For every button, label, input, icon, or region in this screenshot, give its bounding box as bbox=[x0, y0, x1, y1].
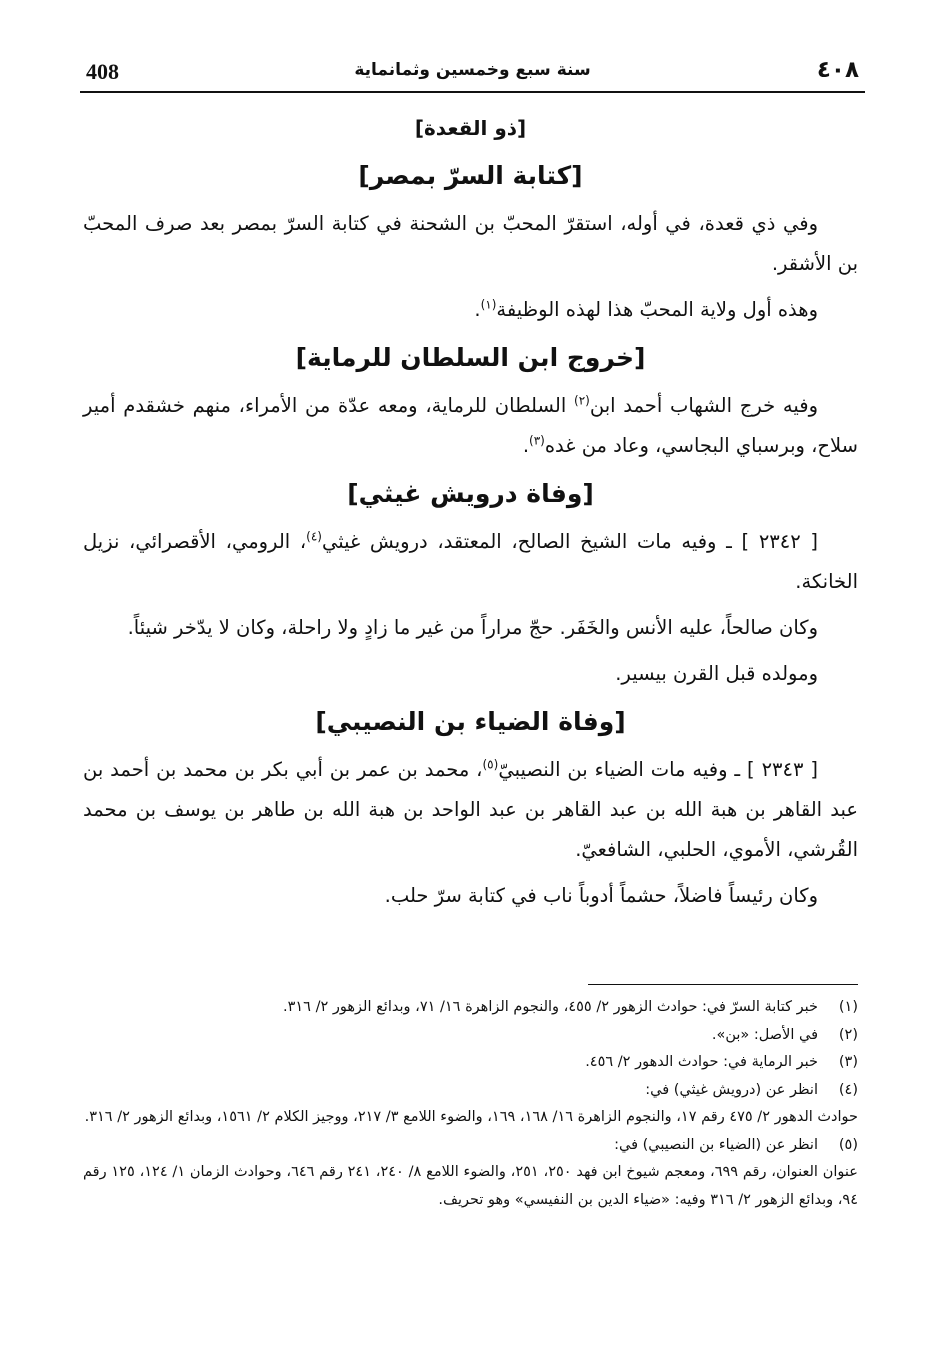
footnote-ref: (٢) bbox=[574, 393, 590, 408]
paragraph: وفيه خرج الشهاب أحمد ابن$^{(٢)}$ السلطان للرماية، ومعه عدّة من الأمراء، منهم خشقدم أمير سلاح، وبرسباي البجاسي، وعاد من غده$^{(٣)}$. bbox=[83, 393, 858, 457]
paragraph: [ ٢٣٤٢ ] ـ وفيه مات الشيخ الصالح، المعتقد، درويش غيثي$^{(٤)}$، الرومي، الأقصرائي، نزيل الخانكة. bbox=[83, 529, 858, 593]
footnote-number: (٢) bbox=[838, 1026, 858, 1043]
running-title: سنة سبع وخمسين وثمانماية bbox=[354, 60, 591, 80]
section-heading: [كتابة السرّ بمصر] bbox=[358, 161, 583, 190]
footnote-ref: (٣) bbox=[529, 433, 545, 448]
footnote-number: (٣) bbox=[838, 1054, 858, 1070]
section-heading: [وفاة الضياء بن النصيبي] bbox=[315, 707, 626, 736]
section-heading: [وفاة درويش غيثي] bbox=[347, 479, 594, 508]
paragraph: [ ٢٣٤٣ ] ـ وفيه مات الضياء بن النصيبيّ$^{(٥)}$، محمد بن عمر بن أبي بكر بن محمد بن أحمد بن عبد القاهر بن هبة الله بن عبد القاهر بن عبد الواحد بن هبة الله بن طاهر بن يوسف بن محمد القُرشي، الأموي، الحلبي، الشافعيّ. bbox=[83, 757, 858, 861]
footnote-continuation: عنوان العنوان، رقم ٦٩٩، ومعجم شيوخ ابن فهد ٢٥٠، ٢٥١، والضوء اللامع ٨/ ٢٤٠، ٢٤١ رقم ٦٤٦، وحوادث الزمان ١/ ١٢٤، ١٢٥ رقم ٩٤، وبدائع الزهور ٢/ ٣١٦ وفيه: «ضياء الدين بن النفيسي» وهو تحريف. bbox=[83, 1164, 858, 1208]
paragraph: وهذه أول ولاية المحبّ هذا لهذه الوظيفة$^{(١)}$. bbox=[474, 297, 818, 321]
page-number-arabic: ٤٠٨ bbox=[816, 57, 859, 83]
paragraph: وكان رئيساً فاضلاً، حشماً أدوباً ناب في كتابة سرّ حلب. bbox=[384, 884, 818, 907]
footnote-number: (٤) bbox=[838, 1081, 858, 1098]
footnote bbox=[83, 1132, 858, 1160]
footnote-text: انظر عن (درويش غيثي) في: bbox=[645, 1081, 818, 1098]
footnote bbox=[83, 1022, 858, 1050]
footnote-ref: (١) bbox=[480, 297, 497, 312]
footnote-number: (٥) bbox=[838, 1136, 858, 1153]
page-header bbox=[80, 55, 865, 93]
footnotes bbox=[83, 994, 858, 1214]
paragraph: ومولده قبل القرن بيسير. bbox=[615, 662, 818, 685]
footnote bbox=[83, 1049, 858, 1077]
footnote bbox=[83, 994, 858, 1022]
paragraph: وفي ذي قعدة، في أوله، استقرّ المحبّ بن الشحنة في كتابة السرّ بمصر بعد صرف المحبّ بن الأشقر. bbox=[83, 212, 858, 275]
footnote-text: خبر الرماية في: حوادث الدهور ٢/ ٤٥٦. bbox=[585, 1054, 818, 1070]
section-heading: [خروج ابن السلطان للرماية] bbox=[295, 343, 646, 372]
month-heading: [ذو القعدة] bbox=[414, 116, 527, 140]
paragraph: وكان صالحاً، عليه الأنس والخَفَر. حجّ مراراً من غير ما زادٍ ولا راحلة، وكان لا يدّخر شيئاً. bbox=[127, 616, 818, 639]
footnote-text: في الأصل: «بن». bbox=[711, 1026, 818, 1043]
page-number-latin: 408 bbox=[86, 59, 119, 84]
footnote-ref: (٤) bbox=[306, 529, 322, 544]
footnote bbox=[83, 1077, 858, 1105]
footnote-number: (١) bbox=[838, 999, 858, 1015]
footnote-text: انظر عن (الضياء بن النصيبي) في: bbox=[614, 1136, 818, 1153]
footnote-divider bbox=[588, 984, 858, 985]
footnote-continuation: حوادث الدهور ٢/ ٤٧٥ رقم ١٧، والنجوم الزاهرة ١٦/ ١٦٨، ١٦٩، والضوء اللامع ٣/ ٢١٧، ووجيز الكلام ٢/ ١٥٦١، وبدائع الزهور ٢/ ٣١٦. bbox=[84, 1109, 858, 1125]
footnote-ref: (٥) bbox=[482, 757, 499, 772]
footnote-text: خبر كتابة السرّ في: حوادث الزهور ٢/ ٤٥٥، والنجوم الزاهرة ١٦/ ٧١، وبدائع الزهور ٢/ ٣١٦. bbox=[283, 999, 818, 1015]
main-text bbox=[83, 108, 858, 922]
